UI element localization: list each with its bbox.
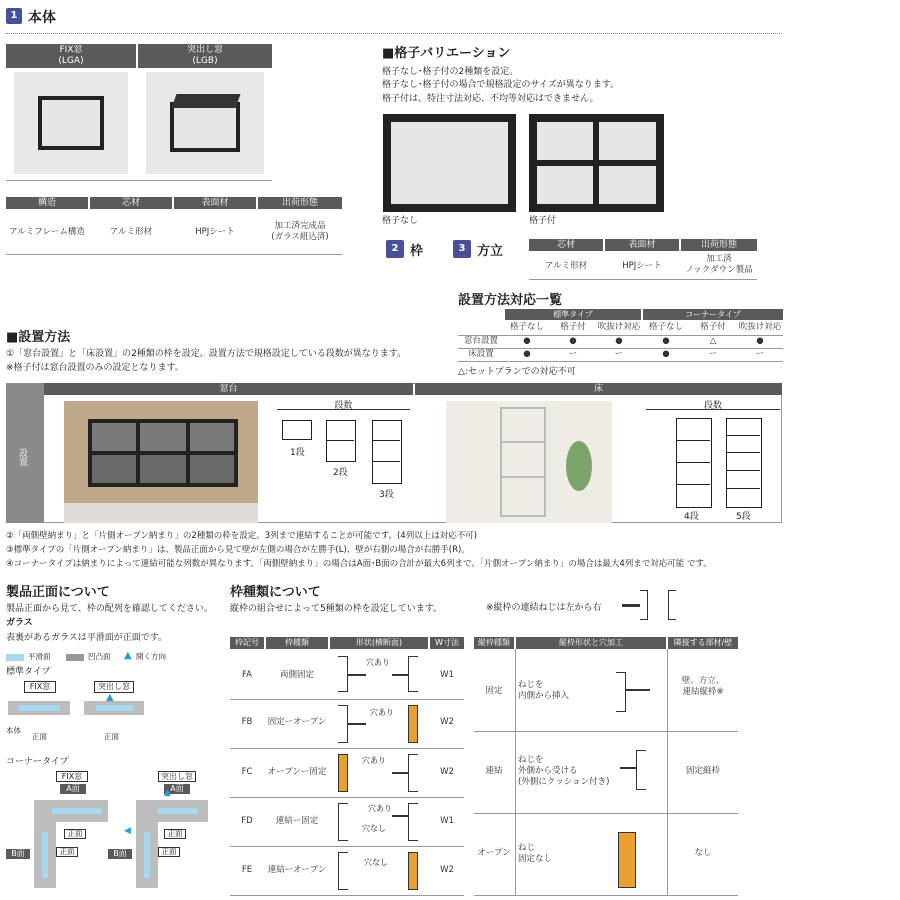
steps-label-floor: 段数: [646, 398, 780, 410]
vt-desc: ねじを 外側から受ける (外側にクッション付き): [518, 755, 610, 787]
body-label: 本体: [6, 726, 21, 735]
install-cell: ●: [615, 336, 623, 346]
vt-header: 縦枠種類: [474, 637, 514, 649]
install-cell: ー: [568, 349, 578, 359]
install-method-title: ■設置方法: [6, 330, 71, 345]
open-arrow-icon: ▲: [106, 692, 114, 703]
front-face-tag: 正面: [64, 829, 86, 839]
install-cell: ●: [523, 349, 531, 359]
front-line: 表裏があるガラスは平滑面が正面です。: [6, 633, 168, 643]
install-cell: ●: [523, 336, 531, 346]
frame-types-line: 縦枠の組合せによって5種類の枠を設定しています。: [230, 604, 443, 614]
open-arrow-icon: ◀: [124, 826, 131, 836]
vt-header: 隣接する部材/壁: [668, 637, 738, 649]
glass-title: ガラス: [6, 618, 33, 628]
window-type-fix: FIX窓 (LGA): [6, 44, 136, 68]
proj-label-box: 突出し窓: [158, 771, 196, 782]
open-arrow-icon: ▲: [124, 650, 132, 661]
projected-window-photo: [146, 72, 264, 174]
vt-header: 縦枠形状と穴加工: [516, 637, 666, 649]
section-title-frame: 枠: [410, 244, 424, 259]
spec-header-core: 芯材: [90, 197, 172, 209]
spec-header-shipping: 出荷形態: [258, 197, 342, 209]
ft-header: 枠種類: [266, 637, 328, 649]
ft-code: FE: [241, 865, 253, 875]
install-col: 格子付: [560, 322, 586, 332]
step-label: 3段: [379, 490, 394, 500]
step-diagram-3: [372, 420, 402, 484]
install-cell: △: [709, 336, 717, 346]
ft-annotation: 穴あり: [370, 708, 394, 717]
divider: [474, 895, 738, 896]
section-number-2: 2: [386, 240, 404, 258]
install-row-label: 床設置: [468, 349, 494, 359]
vt-adj: 固定縦枠: [685, 766, 720, 776]
divider: [6, 180, 272, 181]
install-col: 格子なし: [509, 322, 544, 332]
divider: [230, 797, 464, 798]
spec2-surface: HPJシート: [622, 261, 662, 271]
rough-legend-swatch: [66, 654, 84, 661]
ft-w: W1: [440, 670, 454, 680]
ft-annotation: 穴あり: [366, 658, 390, 667]
std-type-label: 標準タイプ: [6, 667, 51, 677]
divider: [474, 731, 738, 732]
fix-section-diagram: [8, 701, 70, 715]
vt-adj: なし: [694, 848, 712, 858]
install-method-line: ①「窓台設置」と「床設置」の2種類の枠を設定。設置方法で規格設定している段数が異なります。: [6, 349, 407, 359]
corner-proj-diagram-top: [136, 800, 208, 822]
proj-label-box: 突出し窓: [94, 681, 134, 693]
ft-header: 形状(横断面): [330, 637, 428, 649]
fix-label-box: FIX窓: [24, 681, 56, 693]
section-number-1: 1: [6, 8, 22, 24]
divider: [230, 699, 464, 700]
lattice-none-label: 格子なし: [382, 216, 419, 226]
step-diagram-4: [676, 418, 712, 508]
vt-type: 固定: [485, 686, 503, 696]
ft-name: オープンー固定: [267, 767, 327, 777]
install-col: 格子付: [700, 322, 726, 332]
install-row-label: 窓台設置: [463, 336, 498, 346]
install-col: 吹抜け対応: [738, 322, 782, 332]
screw-direction-diagram: [622, 590, 686, 622]
install-side-label: 設置: [17, 448, 27, 466]
floor-photo: [446, 401, 612, 523]
install-cell: ー: [755, 349, 765, 359]
ft-header: 枠記号: [230, 637, 264, 649]
ft-code: FC: [241, 767, 253, 777]
ft-code: FB: [241, 717, 253, 727]
vt-divider: [515, 649, 516, 895]
lattice-none-image: [383, 114, 516, 212]
window-type-projected: 突出し窓 (LGB): [138, 44, 272, 68]
ft-w: W1: [440, 816, 454, 826]
spec-header-surface: 表面材: [174, 197, 256, 209]
install-cell: ●: [756, 336, 764, 346]
b-face-label: B面: [6, 849, 30, 859]
ft-name: 両側固定: [279, 670, 314, 680]
lattice-line: 格子付は、特注寸法対応、不均等対応はできません。: [382, 94, 599, 104]
ft-annotation: 穴なし: [364, 858, 388, 867]
header-divider: [6, 33, 782, 34]
step-diagram-5: [726, 418, 762, 508]
ft-w: W2: [440, 767, 454, 777]
ft-header: W寸法: [430, 637, 464, 649]
spec-shipping: 加工済完成品 (ガラス組込済): [271, 221, 329, 242]
install-note: △:セットプランでの対応不可: [458, 367, 576, 377]
vt-type: 連結: [485, 766, 503, 776]
spec-structure: アルミフレーム構造: [9, 227, 85, 237]
install-cell: ●: [662, 349, 670, 359]
section-title-mullion: 方立: [477, 244, 504, 259]
spec-core: アルミ形材: [109, 227, 153, 237]
legend-label: 凹凸面: [88, 652, 111, 661]
install-cell: ー: [614, 349, 624, 359]
front-face-label: 正面: [104, 732, 119, 741]
install-std-header: 標準タイプ: [505, 309, 641, 320]
ft-annotation: 穴なし: [362, 824, 386, 833]
divider: [529, 279, 757, 280]
step-diagram-1: [282, 420, 312, 440]
install-cell: ー: [708, 349, 718, 359]
fix-label-box: FIX窓: [56, 771, 88, 782]
vt-desc: ねじ 固定なし: [518, 843, 553, 864]
step-label: 4段: [684, 512, 699, 522]
a-face-label: A面: [164, 784, 190, 794]
legend-label: 平滑面: [28, 652, 51, 661]
vt-type: オープン: [477, 848, 511, 858]
vt-fixed-diagram: [614, 670, 654, 714]
section-number-3: 3: [453, 240, 471, 258]
front-line: 製品正面から見て、枠の配列を確認してください。: [6, 604, 213, 614]
corner-fix-diagram-side: [34, 822, 56, 888]
ft-w: W2: [440, 865, 454, 875]
vt-desc: ねじを 内側から挿入: [518, 680, 570, 701]
ft-name: 連結ーオープン: [267, 865, 327, 875]
front-face-label: 正面: [32, 732, 47, 741]
spec-header-structure: 構造: [6, 197, 88, 209]
step-label: 5段: [736, 512, 751, 522]
lattice-with-image: [529, 114, 664, 212]
ft-name: 連結ー固定: [275, 816, 319, 826]
install-method-line: ※格子付は窓台設置のみの設定となります。: [6, 363, 184, 373]
open-arrow-icon: ▲: [164, 788, 171, 798]
ft-name: 固定ーオープン: [267, 717, 327, 727]
install-list-title: 設置方法対応一覧: [458, 293, 563, 308]
corner-proj-diagram-side: [136, 822, 158, 888]
legend-label: 開く方向: [136, 652, 166, 661]
step-label: 2段: [333, 468, 348, 478]
spec-surface: HPJシート: [195, 227, 235, 237]
vt-adj: 壁、方立、 連結縦枠※: [681, 676, 725, 697]
ft-annotation: 穴あり: [368, 804, 392, 813]
front-face-tag: 正面: [164, 829, 186, 839]
note-line: ②「両側壁納まり」と「片側オープン納まり」の2種類の枠を設定。3列まで連結することが可能です。(4列以上は対応不可): [6, 531, 478, 541]
spec2-header-shipping: 出荷形態: [681, 239, 757, 251]
fix-window-photo: [14, 72, 128, 174]
install-corner-header: コーナータイプ: [643, 309, 783, 320]
step-label: 1段: [290, 448, 305, 458]
step-diagram-2: [326, 420, 356, 462]
ft-w: W2: [440, 717, 454, 727]
smooth-legend-swatch: [6, 654, 24, 661]
divider: [458, 361, 783, 362]
ft-code: FA: [242, 670, 252, 680]
section-title-body: 本体: [28, 10, 56, 26]
spec2-core: アルミ形材: [544, 261, 588, 271]
lattice-line: 格子なし･格子付の場合で規格設定のサイズが異なります。: [382, 80, 620, 90]
note-line: ④コーナータイプは納まりによって連結可能な列数が異なります。「両側壁納まり」の場合はA面･B面の合計が最大6列まで、「片側オープン納まり」の場合は最大4列まで対応可能 です。: [6, 559, 712, 569]
divider: [6, 254, 342, 255]
floor-header: 床: [415, 383, 782, 395]
install-col: 格子なし: [648, 322, 683, 332]
lattice-with-label: 格子付: [529, 216, 557, 226]
a-face-label: A面: [60, 784, 86, 794]
vt-connect-diagram: [620, 748, 664, 792]
front-face-tag: 正面: [158, 847, 180, 857]
steps-label-sill: 段数: [277, 398, 410, 410]
install-cell: ●: [662, 336, 670, 346]
sill-photo: [64, 401, 258, 523]
vt-open-diagram: [618, 832, 636, 888]
divider: [230, 846, 464, 847]
lattice-line: 格子なし･格子付の2種類を設定。: [382, 67, 519, 77]
spec2-shipping: 加工済 ノックダウン製品: [685, 254, 753, 275]
front-face-tag: 正面: [56, 847, 78, 857]
front-title: 製品正面について: [6, 585, 110, 600]
spec2-header-core: 芯材: [529, 239, 603, 251]
corner-type-label: コーナータイプ: [6, 757, 69, 767]
corner-fix-diagram-top: [34, 800, 108, 822]
frame-types-title: 枠種類について: [230, 585, 321, 600]
ft-annotation: 穴あり: [362, 756, 386, 765]
sill-header: 窓台: [44, 383, 413, 395]
spec2-header-surface: 表面材: [605, 239, 679, 251]
install-cell: ●: [569, 336, 577, 346]
divider: [230, 748, 464, 749]
install-col: 吹抜け対応: [597, 322, 641, 332]
screw-note: ※縦枠の連結ねじは左から右: [486, 603, 602, 613]
ft-code: FD: [241, 816, 253, 826]
b-face-label: B面: [108, 849, 132, 859]
note-line: ③標準タイプの「片側オープン納まり」は、製品正面から見て壁が左側の場合が左勝手(L)、壁が右側の場合が右勝手(R)。: [6, 545, 470, 555]
divider: [474, 813, 738, 814]
proj-section-diagram: [84, 701, 144, 715]
lattice-title: ■格子バリエーション: [382, 46, 511, 61]
divider: [230, 895, 464, 896]
